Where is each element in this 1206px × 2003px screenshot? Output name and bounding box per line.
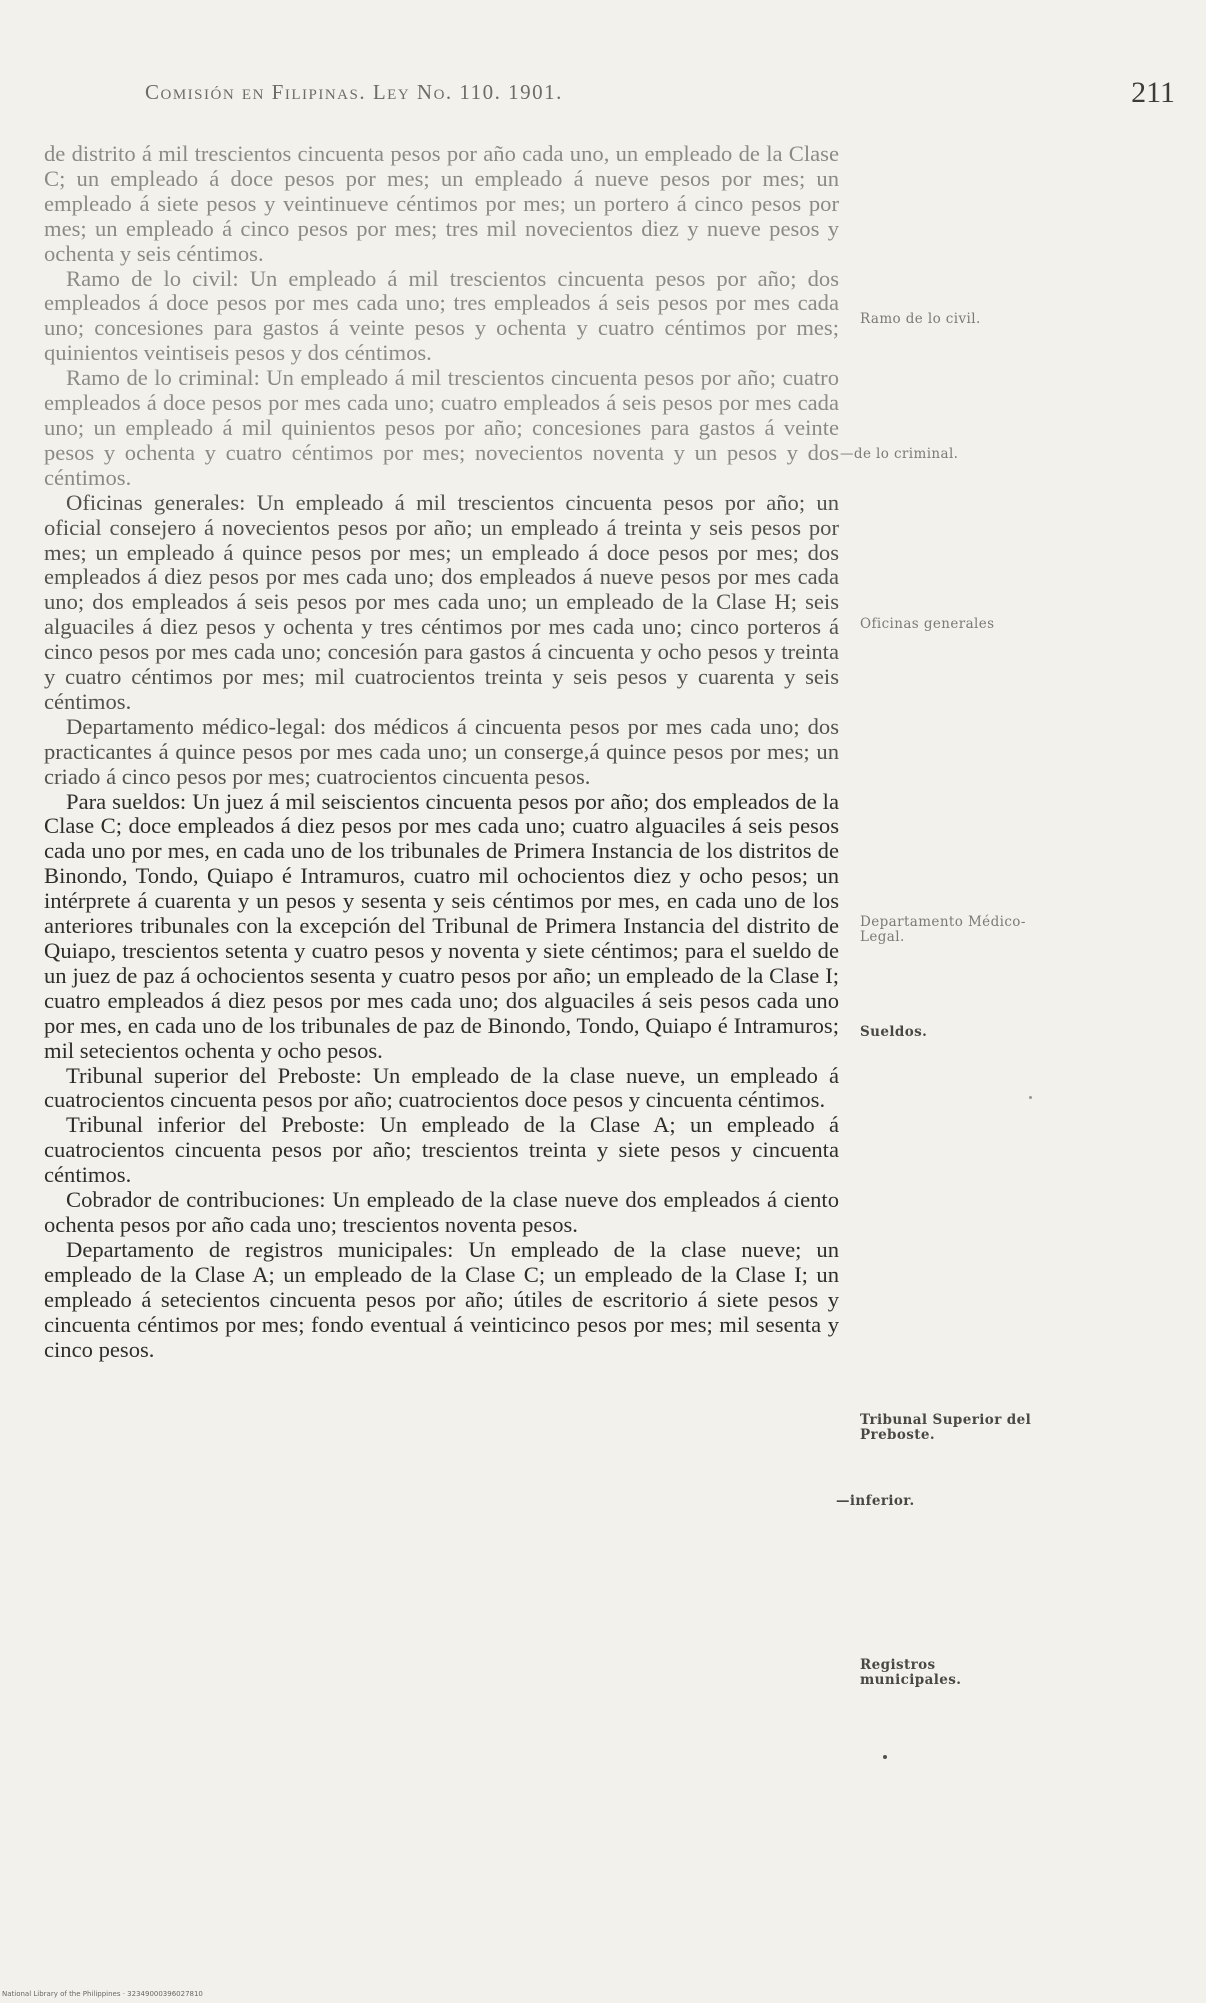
margin-note-criminal: —de lo criminal. bbox=[840, 446, 959, 462]
margin-note-registros: Registros municipales. bbox=[860, 1657, 962, 1688]
margin-note-sueldos: Sueldos. bbox=[860, 1024, 928, 1040]
margin-note-oficinas: Oficinas generales bbox=[860, 616, 995, 632]
paragraph-ramo-criminal: Ramo de lo criminal: Un empleado á mil trescientos cincuenta pesos por año; cuatro empleados á doce pesos por mes cada uno; cuatro empleados á seis pesos por mes cada uno; un empleado á mil quinientos pesos por año; concesiones para gastos á veinte pesos y ochenta y cuatro céntimos por mes; novecientos noventa y un pesos y dos céntimos. bbox=[44, 365, 839, 490]
paragraph-ramo-civil: Ramo de lo civil: Un empleado á mil trescientos cincuenta pesos por año; dos empleados á doce pesos por mes cada uno; tres empleados á seis pesos por mes cada uno; concesiones para gastos á veinte pesos y ochenta y cuatro céntimos por mes; quinientos veintiseis pesos y dos céntimos. bbox=[44, 265, 839, 366]
paragraph-sueldos: Para sueldos: Un juez á mil seiscientos cincuenta pesos por año; dos empleados de la Clase C; doce empleados á diez pesos por mes cada uno; cuatro alguaciles á seis pesos cada uno por mes, en cada uno de los tribunales de Primera Instancia de los distritos de Binondo, Tondo, Quiapo é Intramuros, cuatro mil ochocientos diez y ocho pesos; un intérprete á cuarenta y un pesos y sesenta y seis céntimos por mes, en cada uno de los anteriores tribunales con la excepción del Tribunal de Primera Instancia del distrito de Quiapo, trescientos setenta y cuatro pesos y noventa y siete céntimos; para el sueldo de un juez de paz á ochocientos sesenta y cuatro pesos por año; un empleado de la Clase I; cuatro empleados á diez pesos por mes cada uno; dos alguaciles á seis pesos cada uno por mes, en cada uno de los tribunales de paz de Binondo, Tondo, Quiapo é Intramuros; mil setecientos ochenta y ocho pesos. bbox=[44, 788, 839, 1063]
margin-note-tribunal-inferior: —inferior. bbox=[836, 1493, 915, 1509]
margin-note-civil: Ramo de lo civil. bbox=[860, 311, 981, 327]
paragraph-registros: Departamento de registros municipales: Un empleado de la clase nueve; un empleado de la Clase A; un empleado de la Clase C; un empleado de la Clase I; un empleado á setecientos cincuenta pesos por año; útiles de escritorio á siete pesos y cincuenta céntimos por mes; fondo eventual á veinticinco pesos por mes; mil sesenta y cinco pesos. bbox=[44, 1236, 839, 1362]
paragraph-medico-legal: Departamento médico-legal: dos médicos á cincuenta pesos por mes cada uno; dos practicantes á quince pesos por mes cada uno; un conserge,á quince pesos por mes; un criado á cinco pesos por mes; cuatrocientos cincuenta pesos. bbox=[44, 713, 839, 789]
paragraph-tribunal-inferior: Tribunal inferior del Preboste: Un empleado de la Clase A; un empleado á cuatrocientos cincuenta pesos por año; trescientos treinta y siete pesos y cincuenta céntimos. bbox=[44, 1112, 839, 1188]
margin-note-tribunal-superior: Tribunal Superior del Preboste. bbox=[860, 1412, 1032, 1443]
body-text bbox=[44, 142, 839, 1362]
paragraph-tribunal-superior: Tribunal superior del Preboste: Un empleado de la clase nueve, un empleado á cuatrocientos cincuenta pesos por año; cuatrocientos doce pesos y cincuenta céntimos. bbox=[44, 1062, 839, 1113]
paragraph-oficinas-generales: Oficinas generales: Un empleado á mil trescientos cincuenta pesos por año; un oficial consejero á novecientos pesos por año; un empleado á treinta y seis pesos por mes; un empleado á quince pesos por mes; un empleado á doce pesos por mes; dos empleados á diez pesos por mes cada uno; dos empleados á nueve pesos por mes cada uno; dos empleados á seis pesos por mes cada uno; un empleado de la Clase H; seis alguaciles á diez pesos y ochenta y tres céntimos por mes cada uno; cinco porteros á cinco pesos por mes cada uno; concesión para gastos á cincuenta y ocho pesos y treinta y cuatro céntimos por mes; mil cuatrocientos treinta y seis pesos y cuarenta y seis céntimos. bbox=[44, 489, 839, 714]
footer-credit: National Library of the Philippines · 32349000396027810 bbox=[2, 1990, 203, 1998]
page-number: 211 bbox=[1131, 76, 1175, 109]
ink-speck bbox=[1029, 1096, 1032, 1099]
paragraph-cobrador: Cobrador de contribuciones: Un empleado de la clase nueve dos empleados á ciento ochenta pesos por año cada uno; trescientos noventa pesos. bbox=[44, 1187, 839, 1237]
margin-note-medico-legal: Departamento Médico-Legal. bbox=[860, 914, 1026, 945]
paragraph-district-continued: de distrito á mil trescientos cincuenta pesos por año cada uno, un empleado de la Clase C; un empleado á doce pesos por mes; un empleado á nueve pesos por mes; un empleado á siete pesos y veintinueve céntimos por mes; un portero á cinco pesos por mes; un empleado á cinco pesos por mes; tres mil novecientos diez y nueve pesos y ochenta y seis céntimos. bbox=[44, 141, 839, 266]
page-header bbox=[145, 76, 1175, 116]
running-head: Comisión en Filipinas. Ley No. 110. 1901. bbox=[145, 80, 563, 104]
ink-speck bbox=[883, 1755, 887, 1759]
